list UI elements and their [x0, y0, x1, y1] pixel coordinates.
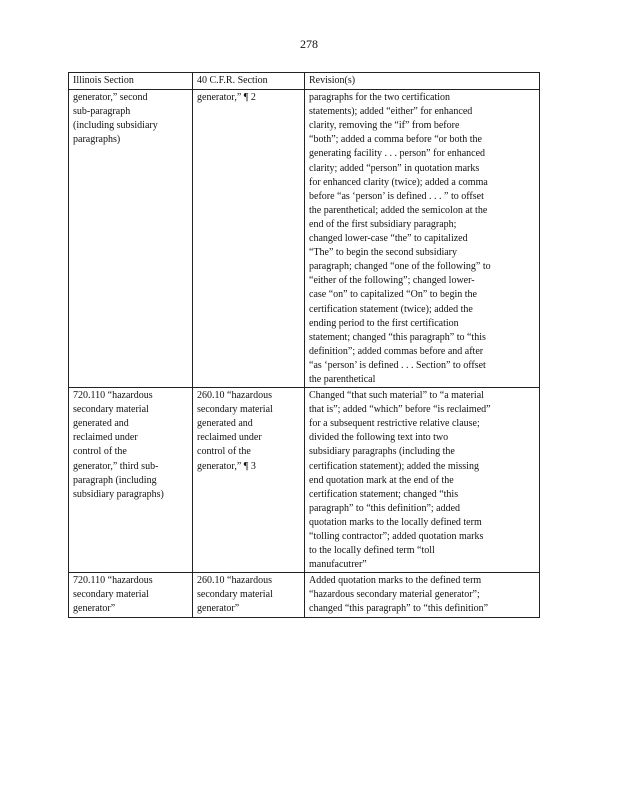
cfr-section-cell: 260.10 “hazardous secondary material generated and reclaimed under control of the generator,” ¶ 3: [193, 388, 305, 573]
header-illinois-section: Illinois Section: [69, 73, 193, 90]
table-row: [69, 90, 540, 388]
revision-cell: Added quotation marks to the defined term “hazardous secondary material generator”; changed “this paragraph” to “this definition”: [305, 573, 540, 617]
revisions-table: [68, 72, 540, 618]
header-cfr-section: 40 C.F.R. Section: [193, 73, 305, 90]
illinois-section-cell: 720.110 “hazardous secondary material generated and reclaimed under control of the generator,” third sub- paragraph (including subsidiary paragraphs): [69, 388, 193, 573]
illinois-section-cell: 720.110 “hazardous secondary material generator”: [69, 573, 193, 617]
table-header-row: [69, 73, 540, 90]
illinois-section-cell: generator,” second sub-paragraph (including subsidiary paragraphs): [69, 90, 193, 388]
cfr-section-cell: 260.10 “hazardous secondary material generator”: [193, 573, 305, 617]
cfr-section-cell: generator,” ¶ 2: [193, 90, 305, 388]
revision-cell: paragraphs for the two certification statements); added “either” for enhanced clarity, removing the “if” from before “both”; added a comma before “or both the generating facility . . . person” for enhanced clarity; added “person” in quotation marks for enhanced clarity (twice); added a comma before “as ‘person’ is defined . . . ” to offset the parenthetical; added the semicolon at the end of the first subsidiary paragraph; changed lower-case “the” to capitalized “The” to begin the second subsidiary paragraph; changed “one of the following” to “either of the following”; changed lower- case “on” to capitalized “On” to begin the certification statement (twice); added the ending period to the first certification statement; changed “this paragraph” to “this definition”; added commas before and after “as ‘person’ is defined . . . Section” to offset the parenthetical: [305, 90, 540, 388]
table-row: [69, 388, 540, 573]
header-revisions: Revision(s): [305, 73, 540, 90]
page-number: 278: [300, 37, 318, 51]
revision-cell: Changed “that such material” to “a material that is”; added “which” before “is reclaimed” for a subsequent restrictive relative clause; divided the following text into two subsidiary paragraphs (including the certification statement); added the missing end quotation mark at the end of the certification statement; changed “this paragraph” to “this definition”; added quotation marks to the locally defined term “tolling contractor”; added quotation marks to the locally defined term “toll manufacutrer”: [305, 388, 540, 573]
table-row: [69, 573, 540, 617]
